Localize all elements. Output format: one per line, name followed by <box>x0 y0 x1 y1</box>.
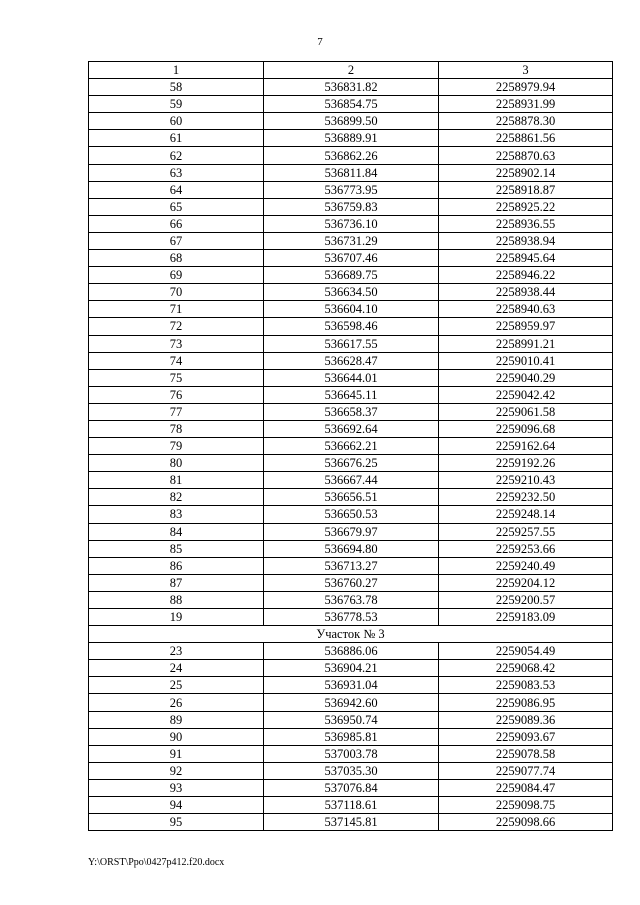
point-number-cell: 71 <box>89 301 264 318</box>
table-row <box>89 130 613 147</box>
y-coordinate-cell: 2258870.63 <box>439 147 613 164</box>
table-row <box>89 438 613 455</box>
point-number-cell: 63 <box>89 164 264 181</box>
table-row <box>89 814 613 831</box>
section-row <box>89 626 613 643</box>
y-coordinate-cell: 2258925.22 <box>439 198 613 215</box>
table-row <box>89 198 613 215</box>
x-coordinate-cell: 536713.27 <box>264 557 439 574</box>
x-coordinate-cell: 536759.83 <box>264 198 439 215</box>
table-row <box>89 267 613 284</box>
y-coordinate-cell: 2259083.53 <box>439 677 613 694</box>
y-coordinate-cell: 2258945.64 <box>439 250 613 267</box>
y-coordinate-cell: 2259232.50 <box>439 489 613 506</box>
y-coordinate-cell: 2259061.58 <box>439 403 613 420</box>
y-coordinate-cell: 2259089.36 <box>439 711 613 728</box>
point-number-cell: 88 <box>89 591 264 608</box>
point-number-cell: 60 <box>89 113 264 130</box>
y-coordinate-cell: 2258959.97 <box>439 318 613 335</box>
point-number-cell: 74 <box>89 352 264 369</box>
point-number-cell: 68 <box>89 250 264 267</box>
point-number-cell: 93 <box>89 779 264 796</box>
table-row <box>89 677 613 694</box>
point-number-cell: 78 <box>89 420 264 437</box>
point-number-cell: 95 <box>89 814 264 831</box>
table-row <box>89 335 613 352</box>
table-row <box>89 79 613 96</box>
y-coordinate-cell: 2258861.56 <box>439 130 613 147</box>
x-coordinate-cell: 536679.97 <box>264 523 439 540</box>
table-row <box>89 523 613 540</box>
y-coordinate-cell: 2258918.87 <box>439 181 613 198</box>
point-number-cell: 69 <box>89 267 264 284</box>
table-row <box>89 318 613 335</box>
point-number-cell: 72 <box>89 318 264 335</box>
x-coordinate-cell: 536904.21 <box>264 660 439 677</box>
table-body <box>89 79 613 831</box>
x-coordinate-cell: 536692.64 <box>264 420 439 437</box>
point-number-cell: 19 <box>89 609 264 626</box>
point-number-cell: 76 <box>89 386 264 403</box>
column-header-3: 3 <box>439 62 613 79</box>
x-coordinate-cell: 536644.01 <box>264 369 439 386</box>
y-coordinate-cell: 2259084.47 <box>439 779 613 796</box>
table-row <box>89 591 613 608</box>
table-row <box>89 472 613 489</box>
table-row <box>89 762 613 779</box>
y-coordinate-cell: 2259086.95 <box>439 694 613 711</box>
x-coordinate-cell: 537035.30 <box>264 762 439 779</box>
point-number-cell: 86 <box>89 557 264 574</box>
table-row <box>89 301 613 318</box>
x-coordinate-cell: 536650.53 <box>264 506 439 523</box>
y-coordinate-cell: 2259077.74 <box>439 762 613 779</box>
column-header-2: 2 <box>264 62 439 79</box>
point-number-cell: 81 <box>89 472 264 489</box>
point-number-cell: 61 <box>89 130 264 147</box>
table-row <box>89 455 613 472</box>
x-coordinate-cell: 537076.84 <box>264 779 439 796</box>
point-number-cell: 91 <box>89 745 264 762</box>
table-row <box>89 420 613 437</box>
table-row <box>89 489 613 506</box>
table-row <box>89 797 613 814</box>
table-row <box>89 506 613 523</box>
point-number-cell: 83 <box>89 506 264 523</box>
y-coordinate-cell: 2259204.12 <box>439 574 613 591</box>
point-number-cell: 77 <box>89 403 264 420</box>
y-coordinate-cell: 2259010.41 <box>439 352 613 369</box>
point-number-cell: 89 <box>89 711 264 728</box>
point-number-cell: 80 <box>89 455 264 472</box>
y-coordinate-cell: 2258991.21 <box>439 335 613 352</box>
point-number-cell: 62 <box>89 147 264 164</box>
table-row <box>89 96 613 113</box>
x-coordinate-cell: 536811.84 <box>264 164 439 181</box>
table-row <box>89 557 613 574</box>
point-number-cell: 79 <box>89 438 264 455</box>
x-coordinate-cell: 536736.10 <box>264 215 439 232</box>
point-number-cell: 73 <box>89 335 264 352</box>
table-row <box>89 352 613 369</box>
x-coordinate-cell: 537003.78 <box>264 745 439 762</box>
table-row <box>89 694 613 711</box>
y-coordinate-cell: 2259210.43 <box>439 472 613 489</box>
y-coordinate-cell: 2258946.22 <box>439 267 613 284</box>
x-coordinate-cell: 536656.51 <box>264 489 439 506</box>
y-coordinate-cell: 2259162.64 <box>439 438 613 455</box>
point-number-cell: 59 <box>89 96 264 113</box>
point-number-cell: 66 <box>89 215 264 232</box>
x-coordinate-cell: 536763.78 <box>264 591 439 608</box>
table-row <box>89 574 613 591</box>
x-coordinate-cell: 537145.81 <box>264 814 439 831</box>
table-row <box>89 403 613 420</box>
table-row <box>89 250 613 267</box>
point-number-cell: 75 <box>89 369 264 386</box>
point-number-cell: 58 <box>89 79 264 96</box>
point-number-cell: 67 <box>89 232 264 249</box>
y-coordinate-cell: 2259078.58 <box>439 745 613 762</box>
point-number-cell: 25 <box>89 677 264 694</box>
table-row <box>89 779 613 796</box>
x-coordinate-cell: 536950.74 <box>264 711 439 728</box>
page-number: 7 <box>317 36 323 48</box>
x-coordinate-cell: 536931.04 <box>264 677 439 694</box>
x-coordinate-cell: 536985.81 <box>264 728 439 745</box>
x-coordinate-cell: 536942.60 <box>264 694 439 711</box>
y-coordinate-cell: 2259098.75 <box>439 797 613 814</box>
point-number-cell: 92 <box>89 762 264 779</box>
point-number-cell: 82 <box>89 489 264 506</box>
y-coordinate-cell: 2259200.57 <box>439 591 613 608</box>
point-number-cell: 65 <box>89 198 264 215</box>
x-coordinate-cell: 536628.47 <box>264 352 439 369</box>
table-row <box>89 728 613 745</box>
file-path-footer: Y:\ORST\Ppo\0427p412.f20.docx <box>88 857 225 868</box>
x-coordinate-cell: 536662.21 <box>264 438 439 455</box>
y-coordinate-cell: 2258938.94 <box>439 232 613 249</box>
y-coordinate-cell: 2259093.67 <box>439 728 613 745</box>
table-row <box>89 660 613 677</box>
point-number-cell: 70 <box>89 284 264 301</box>
y-coordinate-cell: 2258938.44 <box>439 284 613 301</box>
x-coordinate-cell: 536886.06 <box>264 643 439 660</box>
x-coordinate-cell: 536604.10 <box>264 301 439 318</box>
x-coordinate-cell: 536889.91 <box>264 130 439 147</box>
x-coordinate-cell: 536634.50 <box>264 284 439 301</box>
table-row <box>89 164 613 181</box>
y-coordinate-cell: 2259042.42 <box>439 386 613 403</box>
y-coordinate-cell: 2258936.55 <box>439 215 613 232</box>
table-row <box>89 232 613 249</box>
y-coordinate-cell: 2259240.49 <box>439 557 613 574</box>
y-coordinate-cell: 2258878.30 <box>439 113 613 130</box>
table-row <box>89 540 613 557</box>
x-coordinate-cell: 536731.29 <box>264 232 439 249</box>
table-row <box>89 147 613 164</box>
point-number-cell: 24 <box>89 660 264 677</box>
y-coordinate-cell: 2258902.14 <box>439 164 613 181</box>
section-title: Участок № 3 <box>89 626 613 643</box>
x-coordinate-cell: 536617.55 <box>264 335 439 352</box>
point-number-cell: 23 <box>89 643 264 660</box>
table-row <box>89 745 613 762</box>
coordinates-table <box>88 61 613 831</box>
table-row <box>89 181 613 198</box>
x-coordinate-cell: 536707.46 <box>264 250 439 267</box>
point-number-cell: 94 <box>89 797 264 814</box>
x-coordinate-cell: 536598.46 <box>264 318 439 335</box>
x-coordinate-cell: 536667.44 <box>264 472 439 489</box>
table-row <box>89 643 613 660</box>
table-row <box>89 284 613 301</box>
point-number-cell: 84 <box>89 523 264 540</box>
y-coordinate-cell: 2259253.66 <box>439 540 613 557</box>
point-number-cell: 87 <box>89 574 264 591</box>
x-coordinate-cell: 536899.50 <box>264 113 439 130</box>
point-number-cell: 64 <box>89 181 264 198</box>
y-coordinate-cell: 2259192.26 <box>439 455 613 472</box>
y-coordinate-cell: 2259068.42 <box>439 660 613 677</box>
table-row <box>89 386 613 403</box>
y-coordinate-cell: 2258940.63 <box>439 301 613 318</box>
x-coordinate-cell: 536645.11 <box>264 386 439 403</box>
column-header-1: 1 <box>89 62 264 79</box>
y-coordinate-cell: 2259040.29 <box>439 369 613 386</box>
point-number-cell: 26 <box>89 694 264 711</box>
x-coordinate-cell: 536658.37 <box>264 403 439 420</box>
y-coordinate-cell: 2258979.94 <box>439 79 613 96</box>
x-coordinate-cell: 537118.61 <box>264 797 439 814</box>
x-coordinate-cell: 536694.80 <box>264 540 439 557</box>
x-coordinate-cell: 536773.95 <box>264 181 439 198</box>
y-coordinate-cell: 2259054.49 <box>439 643 613 660</box>
table-row <box>89 609 613 626</box>
table-row <box>89 215 613 232</box>
x-coordinate-cell: 536862.26 <box>264 147 439 164</box>
x-coordinate-cell: 536831.82 <box>264 79 439 96</box>
x-coordinate-cell: 536689.75 <box>264 267 439 284</box>
y-coordinate-cell: 2259183.09 <box>439 609 613 626</box>
x-coordinate-cell: 536854.75 <box>264 96 439 113</box>
y-coordinate-cell: 2259248.14 <box>439 506 613 523</box>
table-row <box>89 369 613 386</box>
y-coordinate-cell: 2259098.66 <box>439 814 613 831</box>
point-number-cell: 90 <box>89 728 264 745</box>
y-coordinate-cell: 2259257.55 <box>439 523 613 540</box>
x-coordinate-cell: 536676.25 <box>264 455 439 472</box>
x-coordinate-cell: 536778.53 <box>264 609 439 626</box>
table-row <box>89 711 613 728</box>
y-coordinate-cell: 2259096.68 <box>439 420 613 437</box>
table-row <box>89 113 613 130</box>
point-number-cell: 85 <box>89 540 264 557</box>
y-coordinate-cell: 2258931.99 <box>439 96 613 113</box>
table-header-row <box>89 62 613 79</box>
x-coordinate-cell: 536760.27 <box>264 574 439 591</box>
